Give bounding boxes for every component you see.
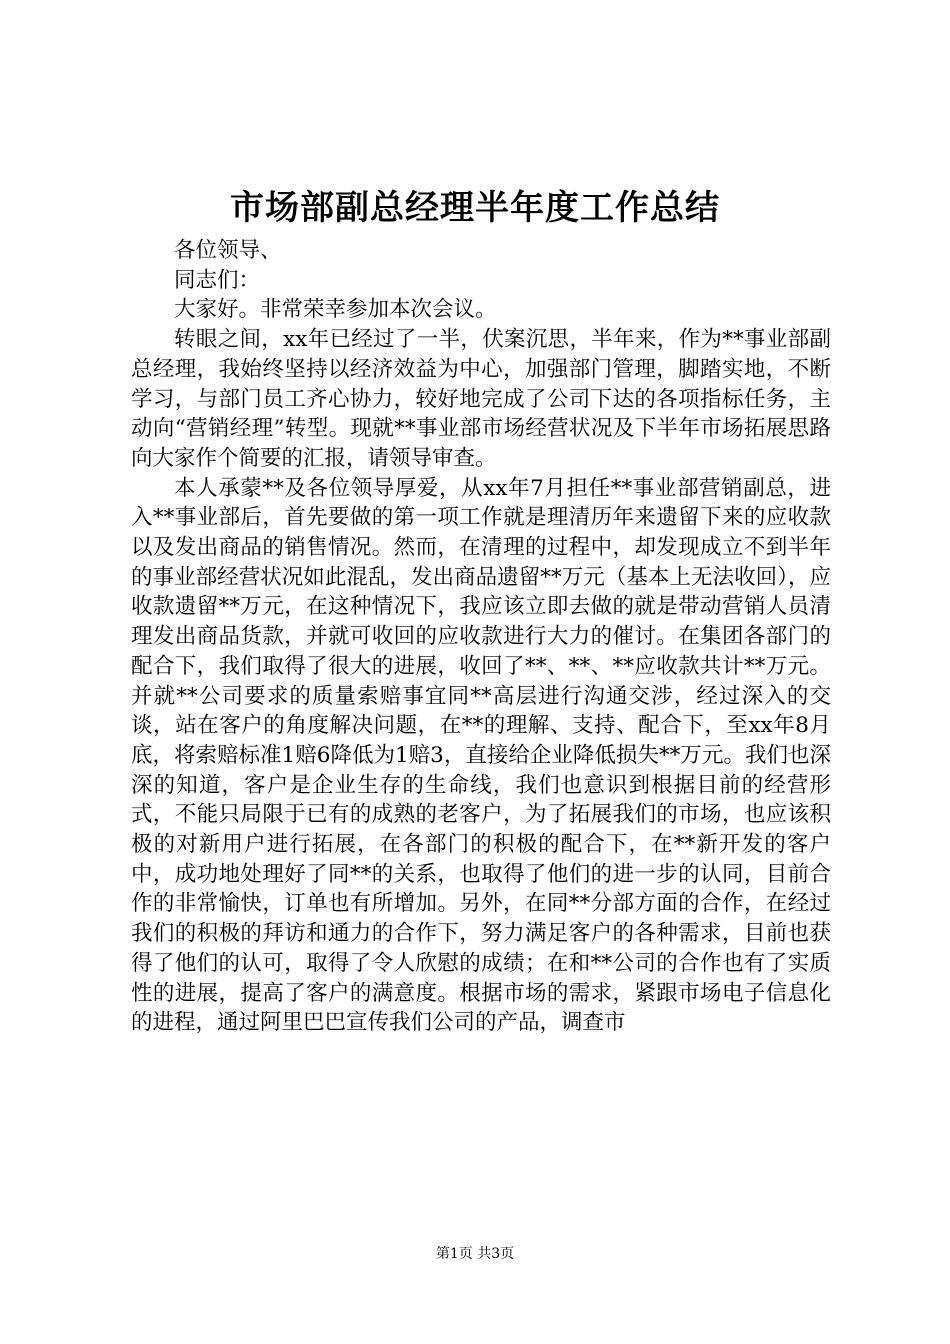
- document-body: [131, 236, 831, 1038]
- document-title: 市场部副总经理半年度工作总结: [230, 188, 720, 228]
- work-review-paragraph: 本人承蒙**及各位领导厚爱，从xx年7月担任**事业部营销副总，进入**事业部后，首先要做的第一项工作就是理清历年来遗留下来的应收款以及发出商品的销售情况。然而，在清理的过程中，却发现成立不到半年的事业部经营状况如此混乱，发出商品遗留**万元（基本上无法收回），应收款遗留**万元，在这种情况下，我应该立即去做的就是带动营销人员清理发出商品货款，并就可收回的应收款进行大力的催讨。在集团各部门的配合下，我们取得了很大的进展，收回了**、**、**应收款共计**万元。并就**公司要求的质量索赔事宜同**高层进行沟通交涉，经过深入的交谈，站在客户的角度解决问题，在**的理解、支持、配合下，至xx年8月底，将索赔标准1赔6降低为1赔3，直接给企业降低损失**万元。我们也深深的知道，客户是企业生存的生命线，我们也意识到根据目前的经营形式，不能只局限于已有的成熟的老客户，为了拓展我们的市场，也应该积极的对新用户进行拓展，在各部门的积极的配合下，在**新开发的客户中，成功地处理好了同**的关系，也取得了他们的进一步的认同，目前合作的非常愉快，订单也有所增加。另外，在同**分部方面的合作，在经过我们的积极的拜访和通力的合作下，努力满足客户的各种需求，目前也获得了他们的认可，取得了令人欣慰的成绩；在和**公司的合作也有了实质性的进展，提高了客户的满意度。根据市场的需求，紧跟市场电子信息化的进程，通过阿里巴巴宣传我们公司的产品，调查市: [131, 475, 831, 1036]
- page-footer: 第1页 共3页: [435, 1246, 515, 1262]
- salutation-leaders: 各位领导、: [174, 238, 282, 263]
- intro-paragraph: 转眼之间，xx年已经过了一半，伏案沉思，半年来，作为**事业部副总经理，我始终坚持以经济效益为中心，加强部门管理，脚踏实地，不断学习，与部门员工齐心协力，较好地完成了公司下达的各项指标任务，主动向“营销经理”转型。现就**事业部市场经营状况及下半年市场拓展思路向大家作个简要的汇报，请领导审查。: [131, 327, 831, 471]
- salutation-comrades: 同志们：: [174, 267, 261, 293]
- greeting-paragraph: 大家好。非常荣幸参加本次会议。: [174, 297, 497, 323]
